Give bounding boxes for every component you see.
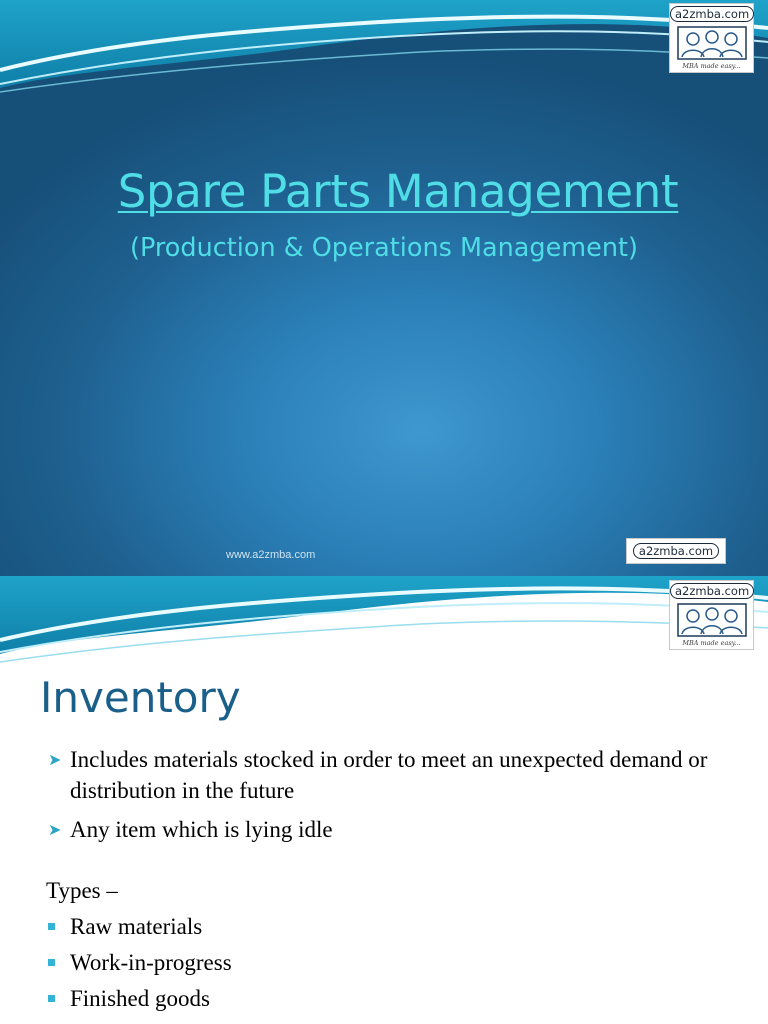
types-label: Types – xyxy=(46,878,118,903)
type-item xyxy=(48,911,738,942)
footer-url[interactable]: www.a2zmba.com xyxy=(226,549,316,561)
bullet-item xyxy=(48,814,738,845)
slide-body xyxy=(48,744,738,1014)
bullet-text: Any item which is lying idle xyxy=(70,817,333,842)
arrow-bullet-icon: ➤ xyxy=(48,820,62,839)
square-bullet-icon xyxy=(48,959,55,966)
square-bullet-icon xyxy=(48,995,55,1002)
bullet-text: Includes materials stocked in order to meet an unexpected demand or distribution in the future xyxy=(70,747,708,803)
footer-logo[interactable] xyxy=(626,538,726,564)
footer-logo-wordmark: a2zmba.com xyxy=(633,543,719,559)
site-logo[interactable] xyxy=(669,3,754,73)
header-wave-graphic xyxy=(0,576,768,676)
square-bullet-icon xyxy=(48,923,55,930)
type-text: Raw materials xyxy=(70,914,203,939)
logo-tagline: MBA made easy... xyxy=(682,62,741,70)
bullet-item xyxy=(48,744,738,806)
people-logo-icon xyxy=(677,603,747,637)
inventory-slide xyxy=(0,576,768,1024)
slide-title: Inventory xyxy=(40,673,241,722)
header-wave-graphic xyxy=(0,0,768,120)
arrow-bullet-icon: ➤ xyxy=(48,750,62,769)
type-item xyxy=(48,983,738,1014)
logo-wordmark: a2zmba.com xyxy=(670,6,754,22)
logo-tagline: MBA made easy... xyxy=(682,639,741,647)
slide-title: Spare Parts Management xyxy=(117,165,679,218)
slide-subtitle: (Production & Operations Management) xyxy=(130,233,638,263)
type-item xyxy=(48,947,738,978)
type-text: Work-in-progress xyxy=(70,950,232,975)
logo-wordmark: a2zmba.com xyxy=(670,583,754,599)
type-text: Finished goods xyxy=(70,986,210,1011)
people-logo-icon xyxy=(677,26,747,60)
site-logo[interactable] xyxy=(669,580,754,650)
